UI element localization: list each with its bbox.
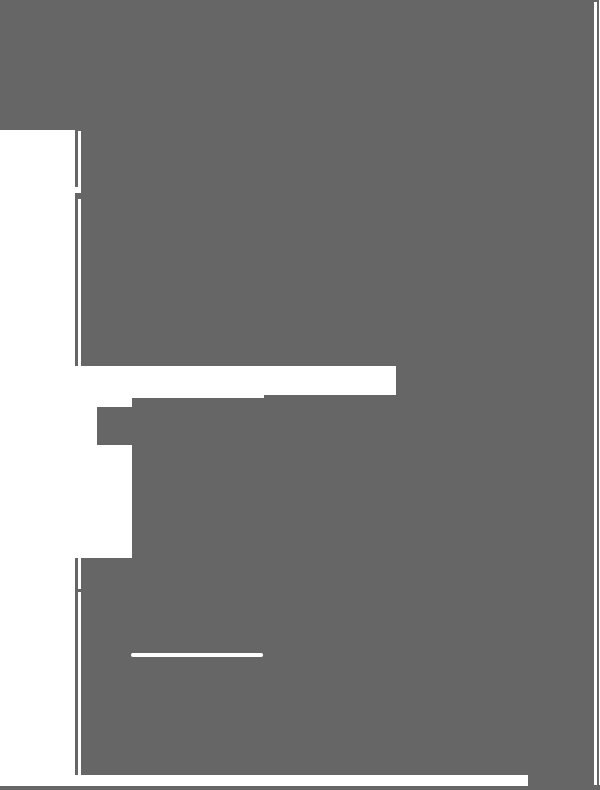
- sidebar-divider-gap-upper: [78, 131, 81, 193]
- content-header-band: [0, 366, 396, 395]
- content-left-block-b: [0, 407, 97, 445]
- sidebar-divider-gap-lower-a: [78, 558, 81, 589]
- text-underline-bar: [131, 653, 263, 657]
- bottom-status-band: [0, 775, 528, 786]
- sidebar-divider-break: [75, 187, 78, 193]
- right-scrollbar-gap: [594, 2, 597, 785]
- sidebar-divider-gap-lower-b: [78, 592, 81, 775]
- content-left-block-c: [0, 445, 132, 558]
- sidebar-divider-gap-mid: [78, 199, 81, 366]
- content-left-block-a: [0, 398, 132, 407]
